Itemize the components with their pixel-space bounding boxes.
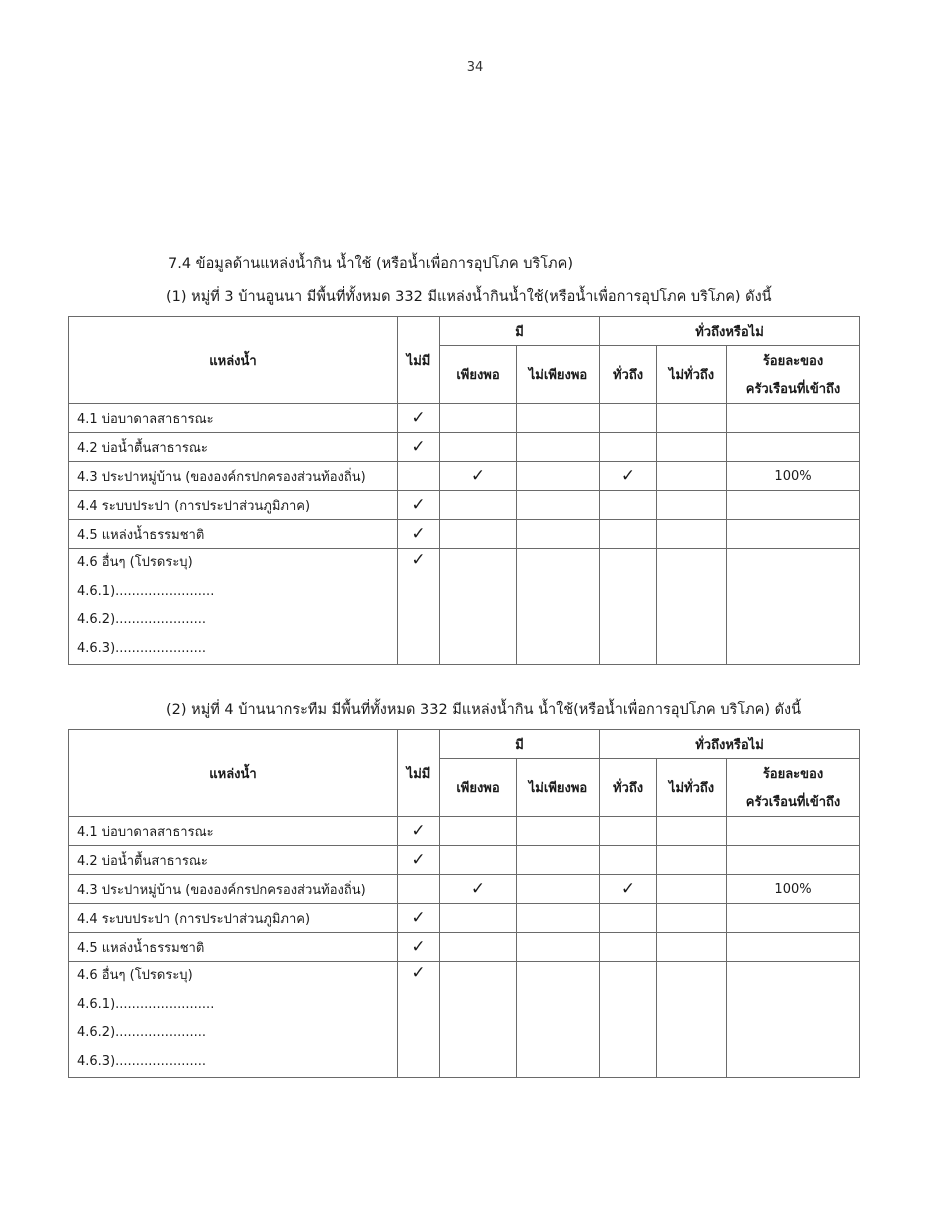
cell-percent <box>727 817 860 846</box>
header-percent-line2: ครัวเรือนที่เข้าถึง <box>727 375 860 404</box>
cell-insufficient <box>517 904 600 933</box>
cell-not-reach <box>657 491 727 520</box>
other-subitem: 4.6.2)...................... <box>77 612 207 628</box>
cell-sufficient <box>440 433 517 462</box>
row-source: 4.3 ประปาหมู่บ้าน (ขององค์กรปกครองส่วนท้องถิ่น) <box>69 462 398 491</box>
cell-not-reach <box>657 462 727 491</box>
cell-not-reach <box>657 404 727 433</box>
cell-percent <box>727 491 860 520</box>
check-icon: ✓ <box>398 904 440 933</box>
cell-reach <box>600 904 657 933</box>
header-reach: ทั่วถึง <box>600 759 657 817</box>
cell-sufficient <box>440 962 517 1078</box>
cell-sufficient <box>440 846 517 875</box>
cell-reach <box>600 433 657 462</box>
check-icon: ✓ <box>398 433 440 462</box>
header-not-reach: ไม่ทั่วถึง <box>657 759 727 817</box>
cell-reach <box>600 520 657 549</box>
row-source: 4.1 บ่อบาดาลสาธารณะ <box>69 404 398 433</box>
table-row-other <box>69 549 860 665</box>
table-row <box>69 404 860 433</box>
cell-not-reach <box>657 904 727 933</box>
cell-sufficient <box>440 404 517 433</box>
cell-insufficient <box>517 491 600 520</box>
row-source: 4.3 ประปาหมู่บ้าน (ขององค์กรปกครองส่วนท้องถิ่น) <box>69 875 398 904</box>
table-1-caption: (1) หมู่ที่ 3 บ้านอูนนา มีพื้นที่ทั้งหมด 332 มีแหล่งน้ำกินน้ำใช้(หรือน้ำเพื่อการอุปโภค บริโภค) ดังนี้ <box>166 289 772 305</box>
row-source: 4.2 บ่อน้ำตื้นสาธารณะ <box>69 846 398 875</box>
cell-percent: 100% <box>727 462 860 491</box>
table-2-caption: (2) หมู่ที่ 4 บ้านนากระทืม มีพื้นที่ทั้งหมด 332 มีแหล่งน้ำกิน น้ำใช้(หรือน้ำเพื่อการอุปโภค บริโภค) ดังนี้ <box>166 702 802 718</box>
cell-percent <box>727 520 860 549</box>
header-none: ไม่มี <box>398 317 440 404</box>
row-source: 4.1 บ่อบาดาลสาธารณะ <box>69 817 398 846</box>
other-subitem: 4.6.2)...................... <box>77 1025 207 1041</box>
page-number: 34 <box>466 60 484 75</box>
other-label: 4.6 อื่นๆ (โปรดระบุ) <box>77 968 193 983</box>
row-source: 4.4 ระบบประปา (การประปาส่วนภูมิภาค) <box>69 491 398 520</box>
table-row <box>69 904 860 933</box>
header-sufficient: เพียงพอ <box>440 346 517 404</box>
cell-sufficient <box>440 904 517 933</box>
cell-not-reach <box>657 846 727 875</box>
row-source: 4.2 บ่อน้ำตื้นสาธารณะ <box>69 433 398 462</box>
cell-percent <box>727 933 860 962</box>
cell-insufficient <box>517 933 600 962</box>
row-source-other <box>69 962 398 1078</box>
header-source: แหล่งน้ำ <box>69 730 398 817</box>
table-row <box>69 491 860 520</box>
cell-reach <box>600 962 657 1078</box>
cell-reach <box>600 846 657 875</box>
other-subitem: 4.6.1)........................ <box>77 583 215 599</box>
check-icon: ✓ <box>398 491 440 520</box>
check-icon: ✓ <box>398 846 440 875</box>
header-percent-line1: ร้อยละของ <box>727 759 860 788</box>
header-reach-group: ทั่วถึงหรือไม่ <box>600 317 860 346</box>
cell-insufficient <box>517 520 600 549</box>
cell-sufficient <box>440 491 517 520</box>
row-source: 4.5 แหล่งน้ำธรรมชาติ <box>69 933 398 962</box>
table-row <box>69 817 860 846</box>
section-heading: 7.4 ข้อมูลด้านแหล่งน้ำกิน น้ำใช้ (หรือน้ำเพื่อการอุปโภค บริโภค) <box>168 256 573 272</box>
header-reach: ทั่วถึง <box>600 346 657 404</box>
other-subitem: 4.6.3)...................... <box>77 641 207 657</box>
check-icon: ✓ <box>411 963 426 983</box>
table-row-other <box>69 962 860 1078</box>
cell-percent <box>727 962 860 1078</box>
cell-none <box>398 549 440 665</box>
table-row <box>69 933 860 962</box>
cell-reach <box>600 933 657 962</box>
header-none: ไม่มี <box>398 730 440 817</box>
cell-insufficient <box>517 404 600 433</box>
header-reach-group: ทั่วถึงหรือไม่ <box>600 730 860 759</box>
cell-percent <box>727 404 860 433</box>
cell-insufficient <box>517 817 600 846</box>
cell-insufficient <box>517 846 600 875</box>
cell-sufficient <box>440 520 517 549</box>
other-subitem: 4.6.3)...................... <box>77 1054 207 1070</box>
cell-insufficient <box>517 462 600 491</box>
cell-percent <box>727 846 860 875</box>
row-source-other <box>69 549 398 665</box>
cell-insufficient <box>517 549 600 665</box>
cell-none <box>398 462 440 491</box>
cell-reach <box>600 404 657 433</box>
table-row <box>69 520 860 549</box>
header-percent-line2: ครัวเรือนที่เข้าถึง <box>727 788 860 817</box>
cell-percent <box>727 549 860 665</box>
cell-not-reach <box>657 549 727 665</box>
cell-not-reach <box>657 433 727 462</box>
cell-not-reach <box>657 817 727 846</box>
header-insufficient: ไม่เพียงพอ <box>517 346 600 404</box>
other-subitem: 4.6.1)........................ <box>77 996 215 1012</box>
row-source: 4.4 ระบบประปา (การประปาส่วนภูมิภาค) <box>69 904 398 933</box>
water-source-table-1 <box>68 316 860 665</box>
cell-percent: 100% <box>727 875 860 904</box>
cell-none <box>398 875 440 904</box>
header-sufficient: เพียงพอ <box>440 759 517 817</box>
cell-not-reach <box>657 875 727 904</box>
check-icon: ✓ <box>440 462 517 491</box>
cell-reach <box>600 491 657 520</box>
table-row <box>69 433 860 462</box>
check-icon: ✓ <box>398 404 440 433</box>
check-icon: ✓ <box>398 933 440 962</box>
table-row <box>69 875 860 904</box>
cell-sufficient <box>440 817 517 846</box>
cell-reach <box>600 549 657 665</box>
other-label: 4.6 อื่นๆ (โปรดระบุ) <box>77 555 193 570</box>
cell-not-reach <box>657 933 727 962</box>
cell-sufficient <box>440 549 517 665</box>
cell-none <box>398 962 440 1078</box>
table-row <box>69 462 860 491</box>
header-not-reach: ไม่ทั่วถึง <box>657 346 727 404</box>
header-percent-line1: ร้อยละของ <box>727 346 860 375</box>
check-icon: ✓ <box>398 520 440 549</box>
cell-insufficient <box>517 433 600 462</box>
header-have-group: มี <box>440 317 600 346</box>
header-source: แหล่งน้ำ <box>69 317 398 404</box>
header-have-group: มี <box>440 730 600 759</box>
check-icon: ✓ <box>600 875 657 904</box>
cell-not-reach <box>657 520 727 549</box>
header-insufficient: ไม่เพียงพอ <box>517 759 600 817</box>
water-source-table-2 <box>68 729 860 1078</box>
check-icon: ✓ <box>398 817 440 846</box>
row-source: 4.5 แหล่งน้ำธรรมชาติ <box>69 520 398 549</box>
cell-not-reach <box>657 962 727 1078</box>
cell-percent <box>727 433 860 462</box>
cell-sufficient <box>440 933 517 962</box>
check-icon: ✓ <box>600 462 657 491</box>
cell-insufficient <box>517 875 600 904</box>
cell-insufficient <box>517 962 600 1078</box>
cell-reach <box>600 817 657 846</box>
check-icon: ✓ <box>411 550 426 570</box>
table-row <box>69 846 860 875</box>
check-icon: ✓ <box>440 875 517 904</box>
cell-percent <box>727 904 860 933</box>
